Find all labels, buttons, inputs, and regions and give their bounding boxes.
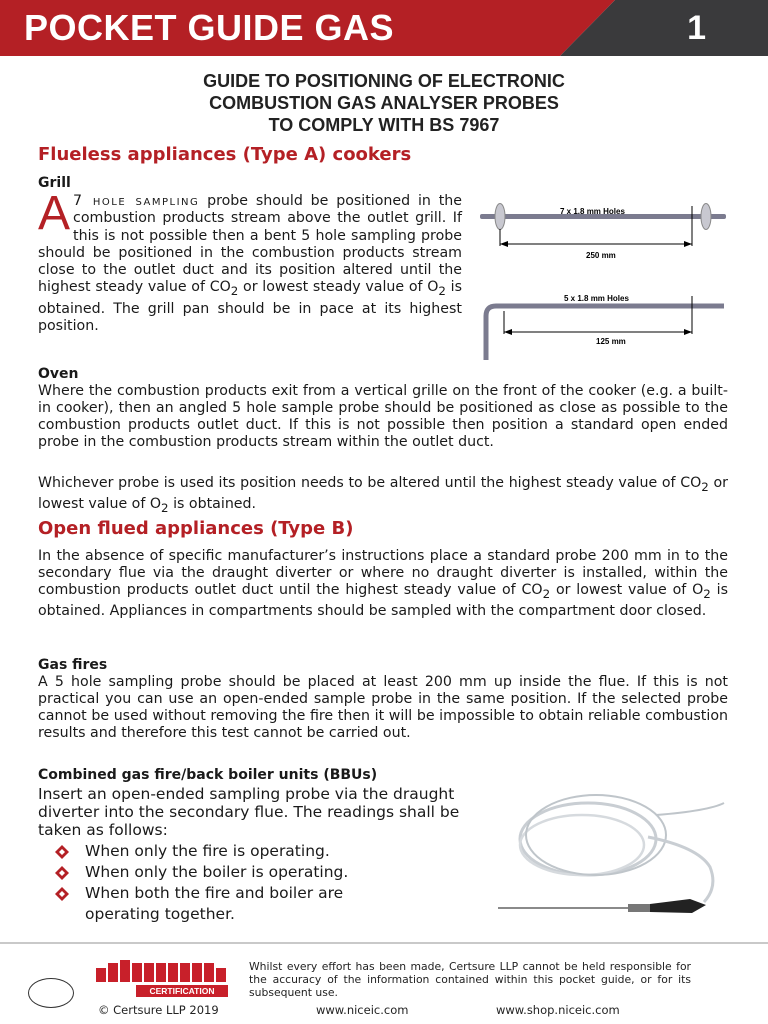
section-heading-flueless: Flueless appliances (Type A) cookers (38, 144, 412, 165)
straight-probe-length-label: 250 mm (586, 251, 616, 260)
header-title: POCKET GUIDE GAS (24, 7, 395, 48)
probe-connector (628, 904, 650, 912)
probe-diagram (478, 184, 728, 360)
probe-collar-right (701, 204, 711, 230)
diamond-bullet-icon (55, 887, 69, 901)
sampling-tube-photo (478, 787, 730, 927)
subscript: 2 (161, 500, 169, 515)
subheading-oven: Oven (38, 366, 79, 382)
subheading-gas-fires: Gas fires (38, 657, 108, 673)
gas-fires-paragraph: A 5 hole sampling probe should be placed at least 200 mm up inside the flue. If this is not practical you can use an open-ended sample probe in the same position. If the selected probe cannot be used without removing the fire then it will be impossible to obtain reliable combustion results and therefore this test cannot be carried out. (38, 674, 728, 742)
subscript: 2 (438, 284, 446, 299)
list-item: When only the boiler is operating. (55, 862, 365, 883)
logo-text: CERTIFICATION (149, 986, 215, 996)
subheading-bbu: Combined gas fire/back boiler units (BBUs) (38, 767, 378, 783)
diamond-bullet-icon (55, 845, 69, 859)
straight-probe-holes-label: 7 x 1.8 mm Holes (560, 207, 625, 216)
subscript: 2 (230, 284, 239, 299)
probe-collar-left (495, 204, 505, 230)
bbu-bullet-list (55, 841, 365, 925)
page-number: 1 (687, 9, 706, 47)
bent-probe-length-label: 125 mm (596, 337, 626, 346)
disclaimer-text: Whilst every effort has been made, Certsure LLP cannot be held responsible for the accuracy of the information contained within this pocket guide, or for its subsequent use. (249, 960, 691, 999)
bbu-paragraph: Insert an open-ended sampling probe via the draught diverter into the secondary flue. The readings shall be taken as follows: (38, 785, 460, 839)
subscript: 2 (542, 587, 551, 602)
subscript: 2 (703, 587, 711, 602)
oven-paragraph-2: Whichever probe is used its position needs to be altered until the highest steady value of $CO_2$ or lowest value of $O_2$ is obtained. (38, 475, 728, 515)
subscript: 2 (701, 479, 709, 494)
grill-text-3: is obtained. The grill pan should be in pace at its highest position. (38, 279, 463, 334)
website-link[interactable]: www.niceic.com (316, 1003, 409, 1017)
niceic-logo (96, 960, 231, 998)
grill-text-2: or lowest steady value of O (238, 279, 439, 296)
dropcap-letter: A (38, 187, 71, 240)
list-item: When both the fire and boiler are operating together. (55, 883, 365, 925)
subheading-grill: Grill (38, 175, 71, 191)
list-item: When only the fire is operating. (55, 841, 365, 862)
diamond-bullet-icon (55, 866, 69, 880)
section-heading-open-flued: Open flued appliances (Type B) (38, 518, 354, 539)
page-header (0, 0, 768, 56)
shop-link[interactable]: www.shop.niceic.com (496, 1003, 620, 1017)
grill-text-1: probe should be positioned in the combustion products stream above the outlet grill. If this is not possible then a bent 5 hole sampling probe should be positioned in the combustion products stream close to the outlet duct and its position altered until the highest steady value of CO (38, 193, 462, 296)
oval-marker (28, 978, 74, 1008)
grill-paragraph (38, 187, 463, 335)
grill-smallcaps: 7 hole sampling (73, 193, 200, 209)
footer-divider (0, 942, 768, 944)
oven-paragraph: Where the combustion products exit from a vertical grille on the front of the cooker (e.g. a built-in cooker), then an angled 5 hole sample probe should be positioned as close as possible to the combustion products outlet duct. If this is not possible then position a standard open ended probe in the combustion products stream within the outlet duct. (38, 383, 728, 451)
open-flued-paragraph: In the absence of specific manufacturer’s instructions place a standard probe 200 mm in to the secondary flue via the draught diverter or where no draught diverter is installed, within the combustion products outlet duct until the highest steady value of $CO_2$ or lowest value of $O_2$ is obtained. Appliances in compartments should be sampled with the compartment door closed. (38, 548, 728, 620)
copyright-text: © Certsure LLP 2019 (98, 1003, 219, 1017)
page-title: GUIDE TO POSITIONING OF ELECTRONIC COMBUSTION GAS ANALYSER PROBES TO COMPLY WITH BS 7967 (203, 71, 565, 135)
bent-probe-holes-label: 5 x 1.8 mm Holes (564, 294, 629, 303)
